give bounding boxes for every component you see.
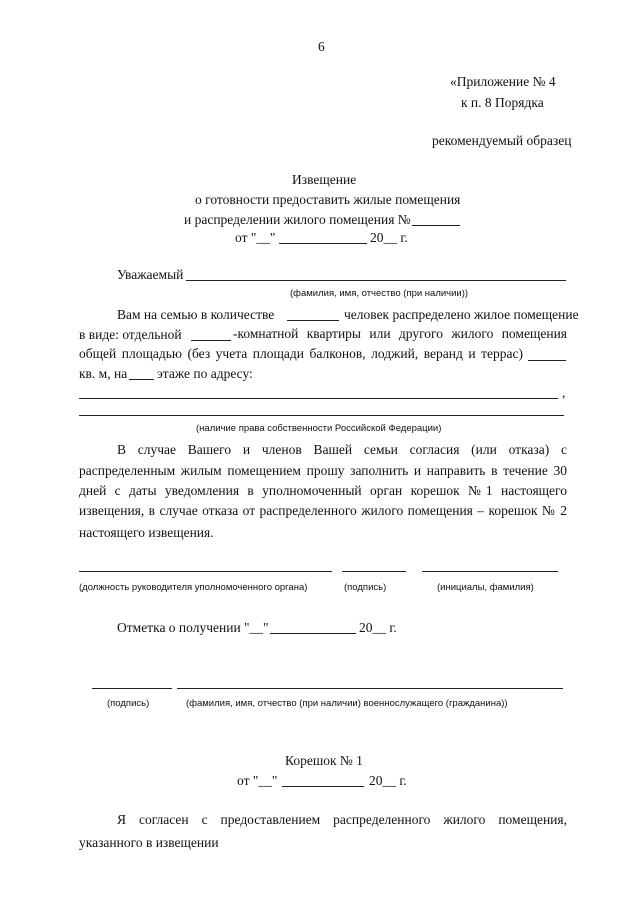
instructions-line-3: дней с даты уведомления в уполномоченный орган корешок №1 настоящего xyxy=(79,483,567,498)
stub-month-blank[interactable] xyxy=(282,786,364,787)
floor-text-a: кв. м, на xyxy=(79,366,128,381)
receipt-year: 20__ г. xyxy=(359,620,397,635)
document-subtitle-1: о готовности предоставить жилые помещения xyxy=(195,192,461,207)
area-blank[interactable] xyxy=(528,360,566,361)
document-title: Извещение xyxy=(292,172,357,187)
number-blank[interactable] xyxy=(412,225,460,226)
receipt-label: Отметка о получении "__" xyxy=(117,620,269,635)
page-number: 6 xyxy=(318,39,325,54)
instructions-line-4: извещения, в случае отказа от распределенного жилого помещения – корешок № 2 xyxy=(79,503,567,518)
apartment-text-b: -комнатной квартиры или другого жилого помещения xyxy=(233,326,567,341)
ownership-caption: (наличие права собственности Российской Федерации) xyxy=(196,423,442,434)
official-signature-blank[interactable] xyxy=(342,571,406,572)
family-count-text-a: Вам на семью в количестве xyxy=(117,307,275,322)
floor-text-b: этаже по адресу: xyxy=(157,366,253,381)
address-blank-1[interactable] xyxy=(79,398,558,399)
title-month-blank[interactable] xyxy=(279,243,367,244)
instructions-line-5: настоящего извещения. xyxy=(79,525,214,540)
title-date-year: 20__ г. xyxy=(370,230,408,245)
official-name-blank[interactable] xyxy=(422,571,558,572)
stub-date-year: 20__ г. xyxy=(369,773,407,788)
sample-label: рекомендуемый образец xyxy=(432,133,572,148)
stub-title: Корешок № 1 xyxy=(285,753,363,768)
recipient-signature-blank[interactable] xyxy=(92,688,172,689)
instructions-line-1: В случае Вашего и членов Вашей семьи согласия (или отказа) с xyxy=(117,442,567,457)
apartment-text-a: в виде: отдельной xyxy=(79,327,182,342)
stub-consent-line-2: указанного в извещении xyxy=(79,835,219,850)
stub-consent-line-1: Я согласен с предоставлением распределенного жилого помещения, xyxy=(117,812,567,827)
recipient-name-blank[interactable] xyxy=(186,280,566,281)
official-name-caption: (инициалы, фамилия) xyxy=(437,582,534,593)
recipient-signature-caption: (подпись) xyxy=(107,698,150,709)
floor-blank[interactable] xyxy=(129,379,154,380)
appendix-reference: к п. 8 Порядка xyxy=(461,95,544,110)
stub-date-prefix: от "__" xyxy=(237,773,278,788)
family-count-blank[interactable] xyxy=(287,320,339,321)
official-position-caption: (должность руководителя уполномоченного органа) xyxy=(79,582,308,593)
address-comma: , xyxy=(562,385,566,400)
instructions-line-2: распределенным жилым помещением прошу заполнить и направить в течение 30 xyxy=(79,463,567,478)
appendix-title: «Приложение № 4 xyxy=(450,74,556,89)
document-subtitle-2: и распределении жилого помещения № xyxy=(184,212,411,227)
recipient-name-caption: (фамилия, имя, отчество (при наличии)) xyxy=(290,288,469,299)
title-date-prefix: от "__" xyxy=(235,230,276,245)
official-position-blank[interactable] xyxy=(79,571,332,572)
official-signature-caption: (подпись) xyxy=(344,582,387,593)
recipient-fullname-blank[interactable] xyxy=(177,688,563,689)
receipt-month-blank[interactable] xyxy=(270,633,356,634)
area-text: общей площадью (без учета площади балконов, лоджий, веранд и террас) xyxy=(79,346,523,361)
family-count-text-b: человек распределено жилое помещение xyxy=(344,307,579,322)
rooms-blank[interactable] xyxy=(191,340,231,341)
recipient-fullname-caption: (фамилия, имя, отчество (при наличии) военнослужащего (гражданина)) xyxy=(186,698,508,709)
address-blank-2[interactable] xyxy=(79,415,564,416)
greeting-label: Уважаемый xyxy=(117,267,184,282)
